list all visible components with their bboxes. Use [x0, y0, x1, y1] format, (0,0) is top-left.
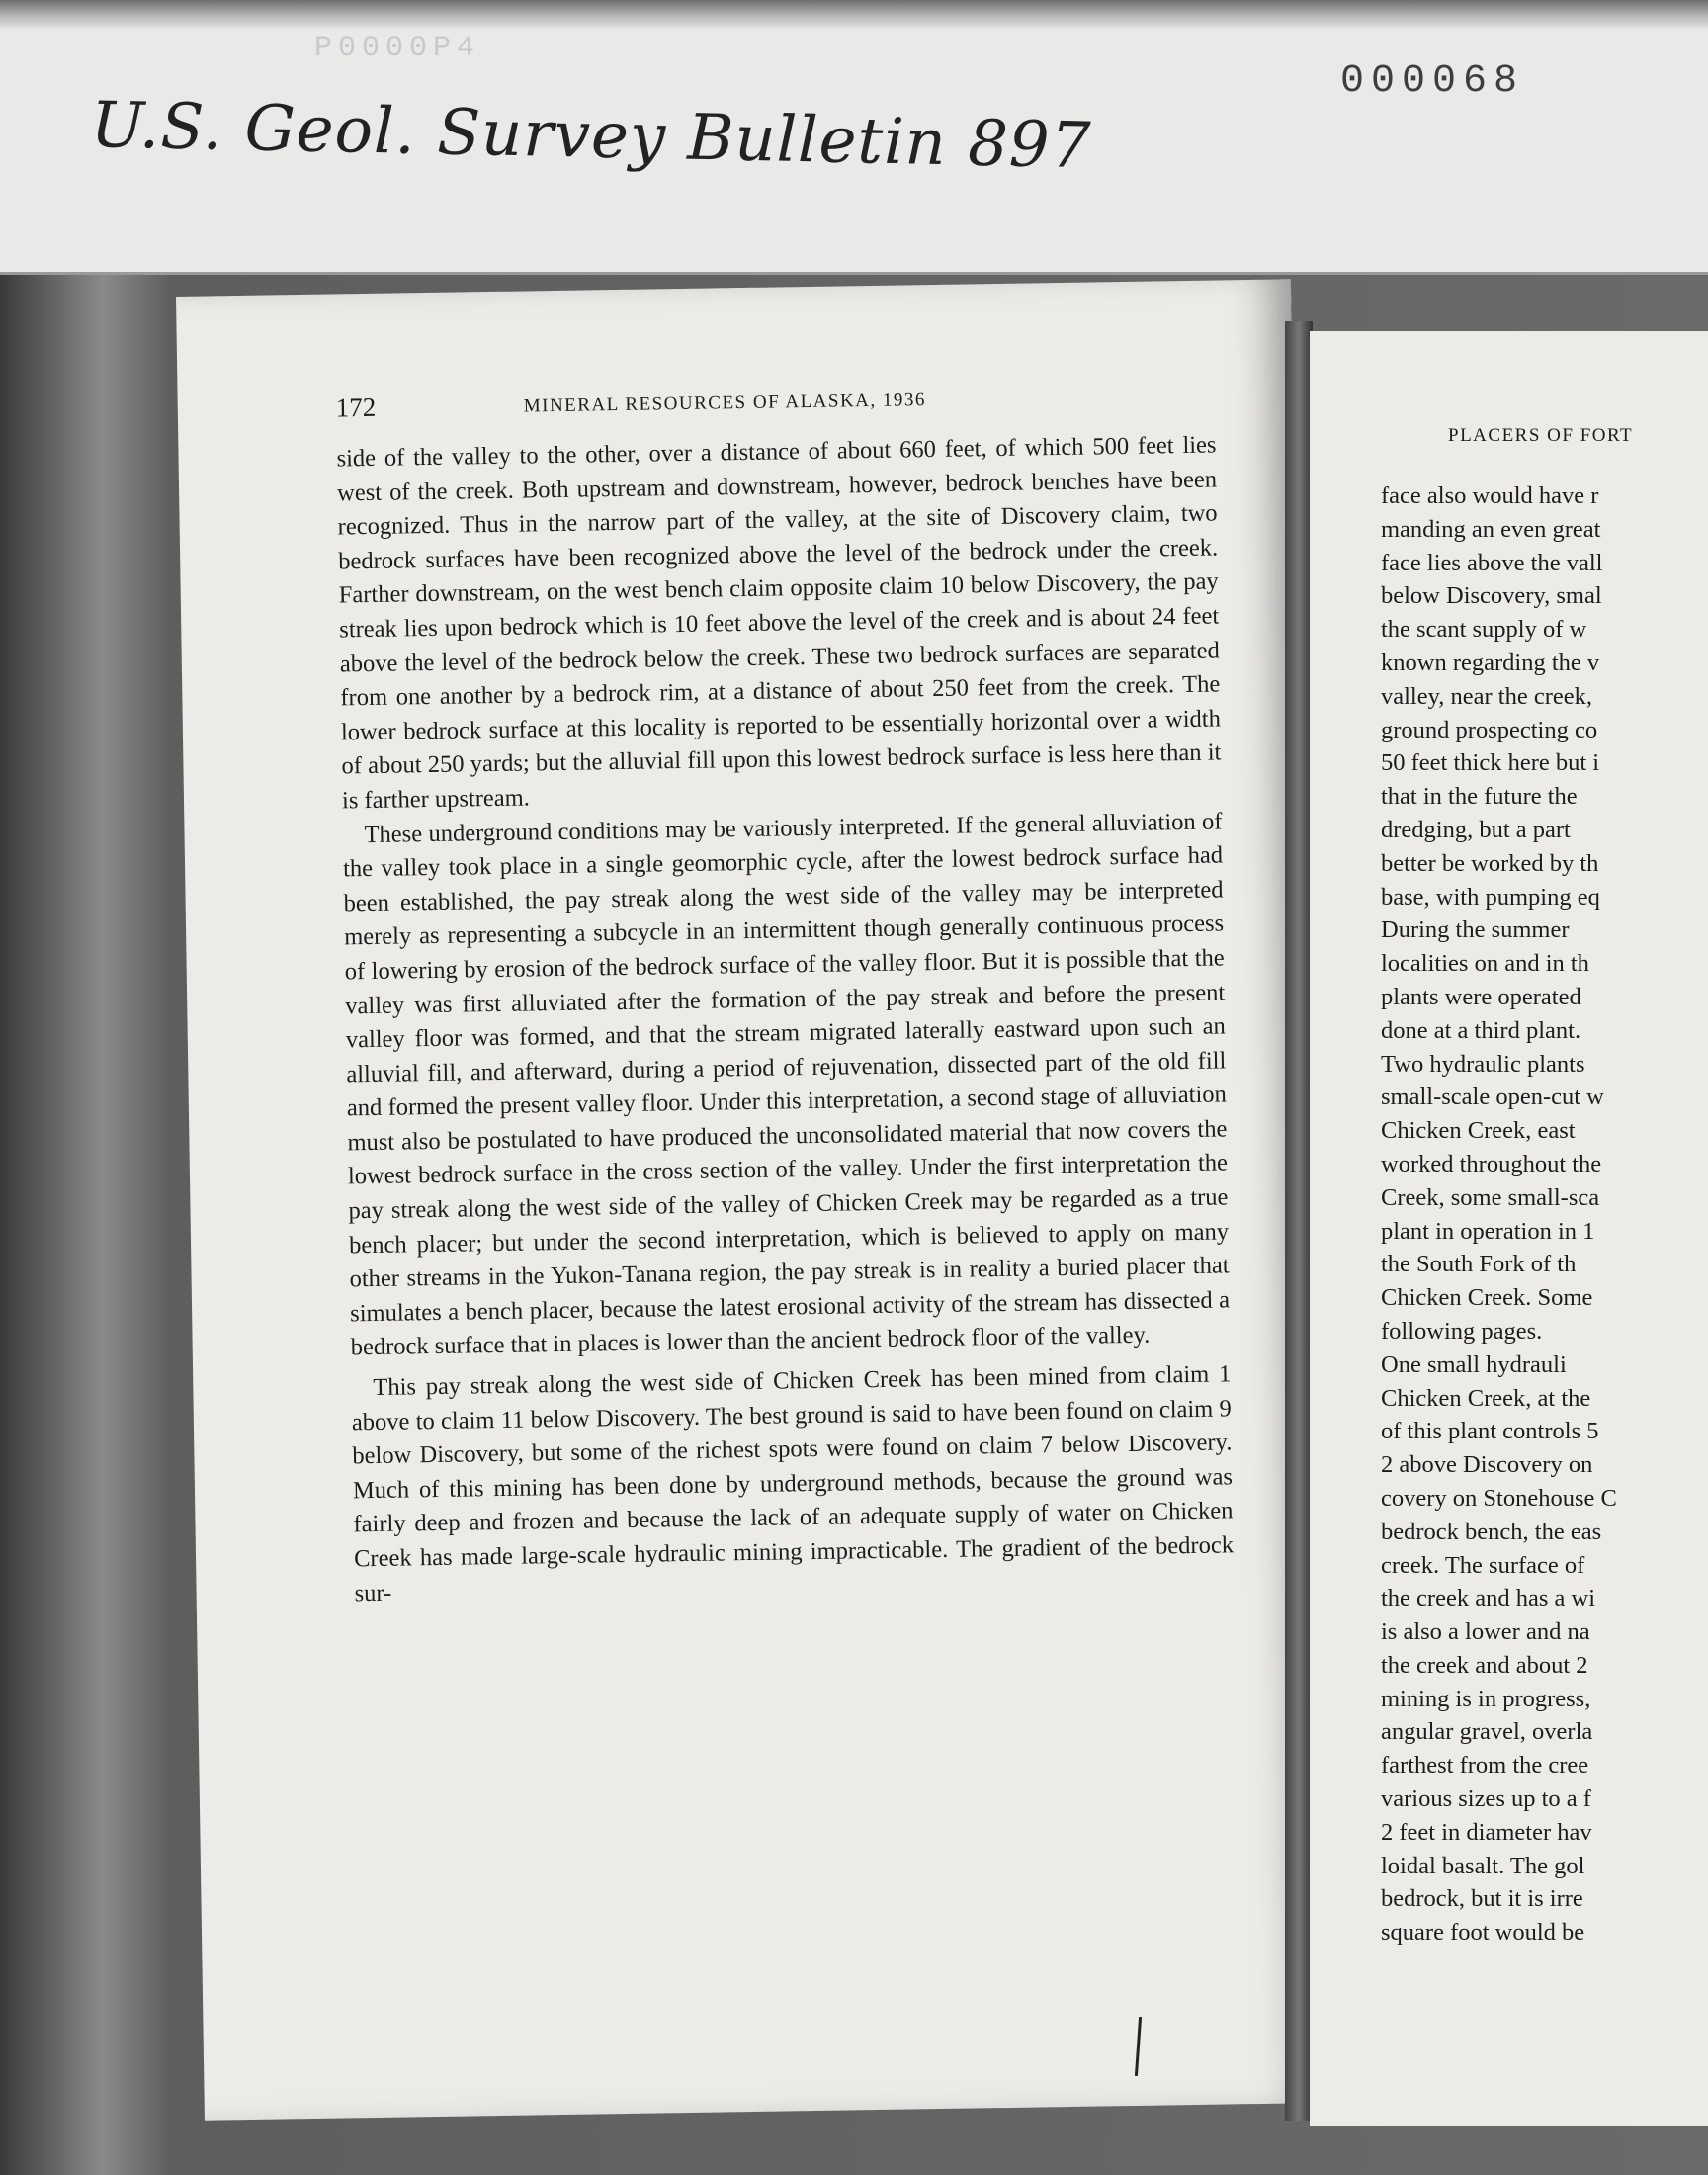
right-page-line: of this plant controls 5	[1381, 1418, 1599, 1445]
right-page-line: face also would have r	[1381, 482, 1599, 509]
right-page-line: the creek and about 2	[1381, 1651, 1588, 1679]
document-stamp-number: 000068	[1340, 59, 1525, 104]
right-page-line: better be worked by th	[1381, 849, 1599, 877]
right-page-line: is also a lower and na	[1381, 1618, 1590, 1646]
right-page-line: 2 above Discovery on	[1381, 1451, 1593, 1479]
right-page-line: bedrock, but it is irre	[1381, 1885, 1583, 1913]
right-page-line: small-scale open-cut w	[1381, 1084, 1604, 1111]
right-page-line: base, with pumping eq	[1381, 883, 1600, 911]
right-page-line: 2 feet in diameter hav	[1381, 1818, 1592, 1846]
running-head	[336, 379, 1227, 432]
faint-show-through-mark: P0000P4	[314, 32, 481, 65]
right-page-line: farthest from the cree	[1381, 1752, 1589, 1780]
right-page-line: plant in operation in 1	[1381, 1217, 1595, 1245]
book-gutter	[1285, 321, 1313, 2121]
right-page-line: various sizes up to a f	[1381, 1785, 1591, 1813]
right-page-line: that in the future the	[1381, 783, 1578, 811]
paragraph-1: side of the valley to the other, over a distance of about 660 feet, of which 500 feet lies west of the creek. Both upstream and downstream, however, bedrock benches have been recognized. Thus in the narrow part of the valley, at the site of Discovery claim, two bedrock surfaces have been recognized above the level of the bedrock under the creek. Farther downstream, on the west bench claim opposite claim 10 below Discovery, the pay streak lies upon bedrock which is 10 feet above the level of the creek and is about 24 feet above the level of the bedrock below the creek. These two bedrock surfaces are separated from one another by a bedrock rim, at a distance of about 250 feet from the creek. The lower bedrock surface at this locality is reported to be essentially horizontal over a width of about 250 yards; but the alluvial fill upon this lowest bedrock surface is less here than it is farther upstream.	[336, 431, 1222, 815]
right-page-line: valley, near the creek,	[1381, 682, 1593, 710]
right-page-line: covery on Stonehouse C	[1381, 1484, 1617, 1512]
right-page-line: the creek and has a wi	[1381, 1585, 1595, 1612]
right-page-line: known regarding the v	[1381, 649, 1600, 676]
right-page-line: bedrock bench, the eas	[1381, 1518, 1602, 1545]
right-page-line: mining is in progress,	[1381, 1685, 1591, 1712]
right-page-line: the South Fork of th	[1381, 1251, 1577, 1278]
right-page-line: worked throughout the	[1381, 1150, 1602, 1177]
handwritten-citation: U.S. Geol. Survey Bulletin 897	[90, 89, 1093, 184]
right-book-page	[1310, 331, 1708, 2126]
right-page-line: 50 feet thick here but i	[1381, 749, 1600, 777]
right-page-line: localities on and in th	[1381, 950, 1589, 978]
left-book-page	[176, 279, 1320, 2120]
paragraph-2: These underground conditions may be variously interpreted. If the general alluviation of the valley took place in a single geomorphic cycle, after the lowest bedrock surface had been established, the pay streak along the west side of the valley may be interpreted merely as representing a subcycle in an intermittent though generally continuous process of lowering by erosion of the bedrock surface of the valley floor. But it is possible that the valley was first alluviated after the formation of the pay streak and before the present valley floor was formed, and that the stream migrated laterally eastward upon such an alluvial fill, and afterward, during a period of rejuvenation, dissected part of the old fill and formed the present valley floor. Under this interpretation, a second stage of alluviation must also be postulated to have produced the unconsolidated material that now covers the lowest bedrock surface in the cross section of the valley. Under the first interpretation the pay streak along the west side of the valley of Chicken Creek may be regarded as a true bench placer; but under the second interpretation, which is believed to apply on many other streams in the Yukon-Tanana region, the pay streak is in reality a buried placer that simulates a bench placer, because the latest erosional activity of the stream has dissected a bedrock surface that in places is lower than the ancient bedrock floor of the valley.	[342, 807, 1231, 1361]
right-page-line: Chicken Creek, at the	[1381, 1384, 1591, 1412]
right-page-line: below Discovery, smal	[1381, 582, 1602, 610]
right-page-line: face lies above the vall	[1381, 549, 1603, 576]
right-page-line: plants were operated	[1381, 983, 1581, 1010]
right-page-line: Two hydraulic plants	[1381, 1050, 1585, 1078]
right-page-line: Creek, some small-sca	[1381, 1183, 1600, 1211]
right-page-line: During the summer	[1381, 916, 1570, 944]
right-page-line: following pages.	[1381, 1317, 1543, 1345]
body-text	[336, 428, 1234, 1610]
right-page-line: the scant supply of w	[1381, 616, 1587, 644]
right-page-line: loidal basalt. The gol	[1381, 1852, 1585, 1879]
right-page-line: Chicken Creek. Some	[1381, 1284, 1593, 1312]
right-page-line: ground prospecting co	[1381, 716, 1598, 743]
right-page-text	[1381, 479, 1617, 1950]
right-page-line: Chicken Creek, east	[1381, 1117, 1576, 1145]
right-page-line: dredging, but a part	[1381, 816, 1571, 843]
header-strip	[0, 0, 1708, 275]
right-page-line: manding an even great	[1381, 515, 1601, 543]
right-running-head: PLACERS OF FORT	[1448, 425, 1634, 446]
right-page-line: One small hydrauli	[1381, 1350, 1567, 1378]
right-page-line: square foot would be	[1381, 1919, 1585, 1947]
page-number: 172	[335, 392, 377, 423]
running-head-title: MINERAL RESOURCES OF ALASKA, 1936	[523, 390, 927, 417]
right-page-line: creek. The surface of	[1381, 1551, 1585, 1579]
torn-top-edge	[0, 0, 1708, 30]
right-page-line: angular gravel, overla	[1381, 1718, 1593, 1746]
paragraph-3: This pay streak along the west side of Chicken Creek has been mined from claim 1 above to claim 11 below Discovery. The best ground is said to have been found on claim 9 below Discovery, but some of the richest spots were found on claim 7 below Discovery. Much of this mining has been done by underground methods, because the ground was fairly deep and frozen and because the lack of an adequate supply of water on Chicken Creek has made large-scale hydraulic mining impracticable. The gradient of the bedrock sur-	[351, 1360, 1235, 1607]
right-page-line: done at a third plant.	[1381, 1016, 1581, 1044]
